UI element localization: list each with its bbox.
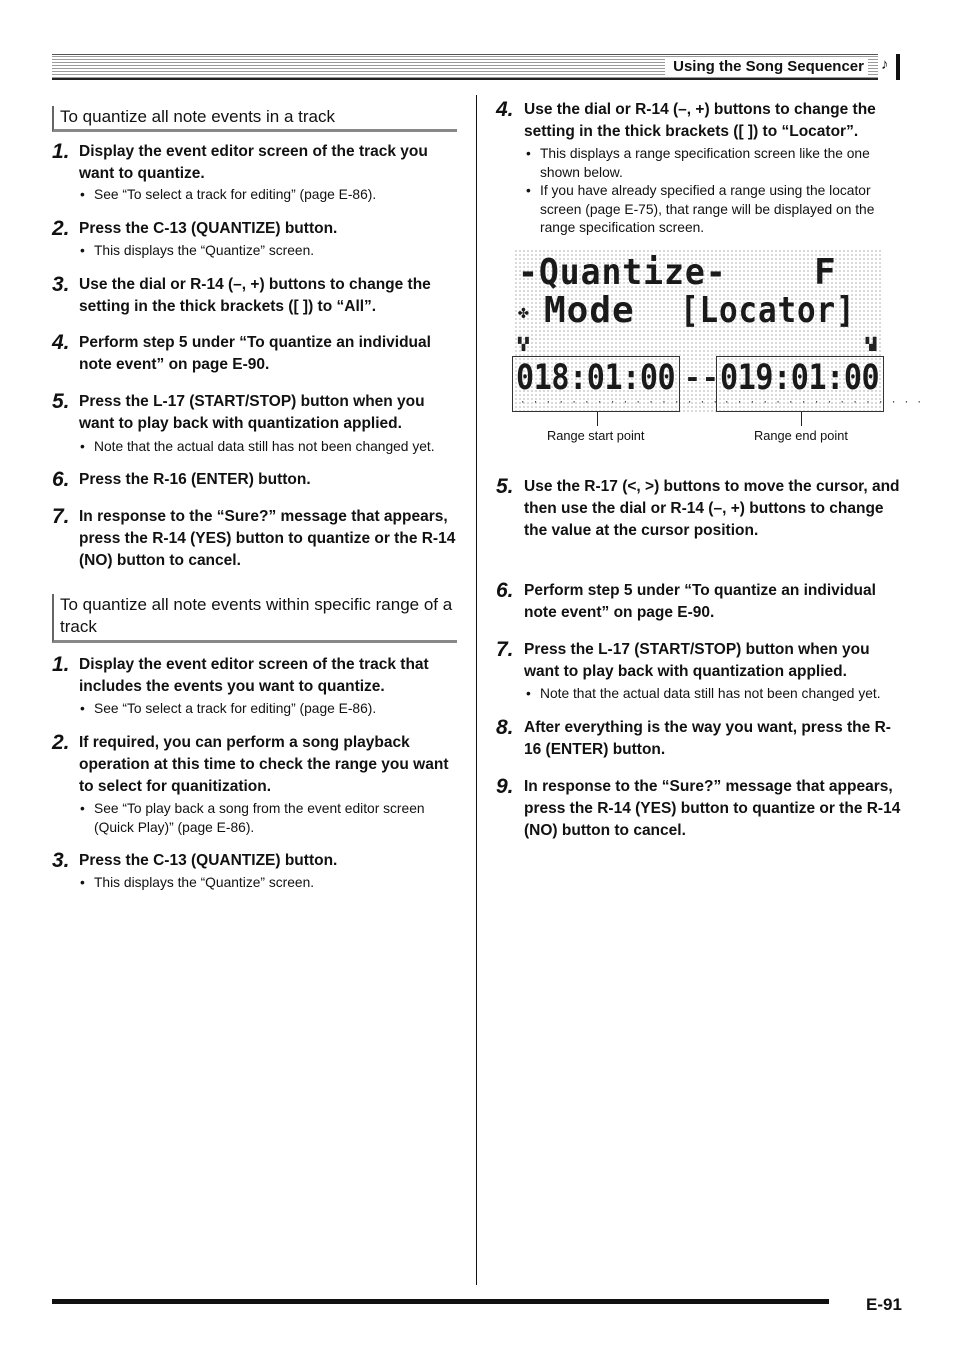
lcd-end-marker: ▝▟ xyxy=(862,337,877,351)
step-note: • This displays a range specification screen like the one shown below. xyxy=(526,146,870,180)
step-text: In response to the “Sure?” message that appears, press the R-14 (YES) button to quantize or the R-14 (NO) button to cancel. xyxy=(79,508,456,569)
section-heading: To quantize all note events within specific range of a track xyxy=(52,594,457,643)
lcd-range-end: 019:01:00 xyxy=(720,358,880,398)
step-text: Perform step 5 under “To quantize an individual note event” on page E-90. xyxy=(79,334,431,373)
step-text: If required, you can perform a song playback operation at this time to check the range you want to select for quanitization. xyxy=(79,734,449,795)
step-note: • See “To select a track for editing” (page E-86). xyxy=(80,701,377,716)
step-text: Press the R-16 (ENTER) button. xyxy=(79,471,311,488)
step-text: Use the R-17 (<, >) buttons to move the cursor, and then use the dial or R-14 (–, +) buttons to change the value at the cursor position. xyxy=(524,478,900,539)
page-number: E-91 xyxy=(866,1295,902,1314)
step-number: 1. xyxy=(52,653,70,676)
callout-line-start xyxy=(597,412,598,426)
step-number: 6. xyxy=(496,579,514,602)
footer-rule xyxy=(52,1299,829,1304)
lcd-mode-value: [Locator] xyxy=(680,290,856,331)
step-text: In response to the “Sure?” message that appears, press the R-14 (YES) button to quantize or the R-14 (NO) button to cancel. xyxy=(524,778,901,839)
lcd-range-screen xyxy=(514,249,923,414)
step-number: 6. xyxy=(52,468,70,491)
step-note: • This displays the “Quantize” screen. xyxy=(80,243,315,258)
section-heading: To quantize all note events in a track xyxy=(52,106,457,132)
music-note-icon: ♪ xyxy=(881,56,889,73)
step-text: Press the C-13 (QUANTIZE) button. xyxy=(79,852,338,869)
step-text: Use the dial or R-14 (–, +) buttons to change the setting in the thick brackets ([ ]) to “Locator”. xyxy=(524,101,876,140)
step-note: • This displays the “Quantize” screen. xyxy=(80,875,315,890)
lcd-dot-row: · · · · · · · · · · · · · · · · xyxy=(724,398,923,408)
step-text: Display the event editor screen of the track that includes the events you want to quantize. xyxy=(79,656,429,695)
step-number: 7. xyxy=(52,505,70,528)
step-text: Press the C-13 (QUANTIZE) button. xyxy=(79,220,338,237)
step-number: 4. xyxy=(52,331,70,354)
step-text: Press the L-17 (START/STOP) button when you want to play back with quantization applied. xyxy=(524,641,870,680)
lcd-start-marker: ▚▘ xyxy=(518,337,533,351)
step-note: • See “To select a track for editing” (page E-86). xyxy=(80,187,377,202)
lcd-range-start: 018:01:00 xyxy=(516,358,676,398)
running-header xyxy=(52,54,900,80)
step-number: 4. xyxy=(496,98,514,121)
step-number: 7. xyxy=(496,638,514,661)
step-note: • If you have already specified a range using the locator screen (page E-75), that range will be displayed on the range specification screen. xyxy=(526,183,875,235)
range-start-label: Range start point xyxy=(547,428,645,443)
header-title: Using the Song Sequencer xyxy=(665,58,868,76)
lcd-mode-label: Mode xyxy=(544,290,635,331)
step-note: • See “To play back a song from the event editor screen (Quick Play)” (page E-86). xyxy=(80,801,425,835)
step-text: Perform step 5 under “To quantize an individual note event” on page E-90. xyxy=(524,582,876,621)
lcd-f-indicator: F xyxy=(814,252,837,293)
column-divider xyxy=(476,95,477,1285)
step-number: 2. xyxy=(52,217,70,240)
header-icon-box xyxy=(878,54,900,80)
step-number: 5. xyxy=(52,390,70,413)
step-number: 9. xyxy=(496,775,514,798)
step-number: 2. xyxy=(52,731,70,754)
callout-line-end xyxy=(801,412,802,426)
lcd-title: -Quantize- xyxy=(518,252,727,293)
range-end-label: Range end point xyxy=(754,428,848,443)
step-text: Use the dial or R-14 (–, +) buttons to change the setting in the thick brackets ([ ]) to “All”. xyxy=(79,276,431,315)
step-text: Display the event editor screen of the track you want to quantize. xyxy=(79,143,428,182)
step-text: After everything is the way you want, press the R-16 (ENTER) button. xyxy=(524,719,891,758)
step-number: 3. xyxy=(52,273,70,296)
step-note: • Note that the actual data still has not been changed yet. xyxy=(526,686,881,701)
step-number: 3. xyxy=(52,849,70,872)
lcd-dot-row: · · · · · · · · · · · · · · · · xyxy=(520,398,719,408)
step-number: 1. xyxy=(52,140,70,163)
step-text: Press the L-17 (START/STOP) button when you want to play back with quantization applied. xyxy=(79,393,425,432)
step-number: 5. xyxy=(496,475,514,498)
lcd-range-separator: -- xyxy=(684,361,720,394)
step-note: • Note that the actual data still has not been changed yet. xyxy=(80,439,435,454)
lcd-cursor-icon: ✤ xyxy=(518,302,530,323)
step-number: 8. xyxy=(496,716,514,739)
